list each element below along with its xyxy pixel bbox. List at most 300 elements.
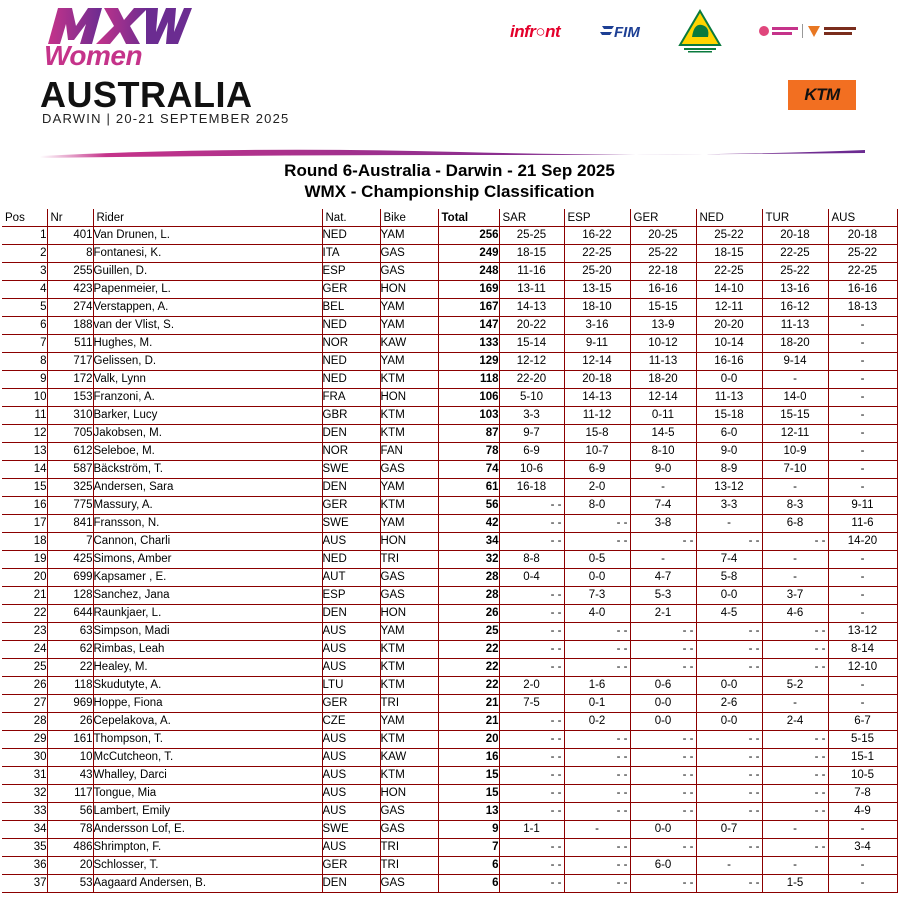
cell-total: 15 <box>438 767 499 785</box>
cell-ger: - - <box>630 875 696 893</box>
cell-nat: GER <box>322 695 380 713</box>
cell-sar: - - <box>499 515 564 533</box>
cell-tur: 5-2 <box>762 677 828 695</box>
cell-esp: - - <box>564 803 630 821</box>
cell-ned: 12-11 <box>696 299 762 317</box>
cell-ned: 2-6 <box>696 695 762 713</box>
table-row <box>2 263 897 281</box>
cell-pos: 3 <box>2 263 47 281</box>
cell-pos: 33 <box>2 803 47 821</box>
cell-pos: 19 <box>2 551 47 569</box>
cell-rider: Aagaard Andersen, B. <box>93 875 322 893</box>
cell-sar: 2-0 <box>499 677 564 695</box>
cell-rider: McCutcheon, T. <box>93 749 322 767</box>
infront-logo: infr○nt <box>510 22 561 41</box>
cell-nat: AUS <box>322 641 380 659</box>
cell-total: 21 <box>438 713 499 731</box>
cell-sar: 9-7 <box>499 425 564 443</box>
cell-tur: 16-12 <box>762 299 828 317</box>
cell-tur: 13-16 <box>762 281 828 299</box>
cell-ger: 13-9 <box>630 317 696 335</box>
cell-rider: Jakobsen, M. <box>93 425 322 443</box>
cell-esp: 4-0 <box>564 605 630 623</box>
cell-nat: ITA <box>322 245 380 263</box>
cell-tur: 22-25 <box>762 245 828 263</box>
cell-aus: - <box>828 551 897 569</box>
cell-tur: - <box>762 821 828 839</box>
cell-pos: 1 <box>2 227 47 245</box>
cell-total: 6 <box>438 857 499 875</box>
cell-nat: DEN <box>322 605 380 623</box>
cell-bike: YAM <box>380 713 438 731</box>
cell-nat: GER <box>322 857 380 875</box>
cell-ned: 6-0 <box>696 425 762 443</box>
cell-total: 169 <box>438 281 499 299</box>
cell-esp: 14-13 <box>564 389 630 407</box>
cell-ned: 20-20 <box>696 317 762 335</box>
cell-pos: 34 <box>2 821 47 839</box>
cell-ger: - - <box>630 785 696 803</box>
cell-nr: 775 <box>47 497 93 515</box>
cell-ned: 4-5 <box>696 605 762 623</box>
cell-bike: KTM <box>380 731 438 749</box>
cell-ger: - - <box>630 731 696 749</box>
cell-aus: - <box>828 479 897 497</box>
cell-ger: 6-0 <box>630 857 696 875</box>
cell-esp: - - <box>564 731 630 749</box>
cell-tur: 3-7 <box>762 587 828 605</box>
cell-tur: - - <box>762 731 828 749</box>
round-title: Round 6-Australia - Darwin - 21 Sep 2025 <box>284 161 615 180</box>
cell-tur: 15-15 <box>762 407 828 425</box>
cell-sar: - - <box>499 713 564 731</box>
cell-aus: - <box>828 569 897 587</box>
cell-bike: GAS <box>380 461 438 479</box>
cell-nat: NOR <box>322 335 380 353</box>
cell-rider: Papenmeier, L. <box>93 281 322 299</box>
cell-bike: KAW <box>380 335 438 353</box>
cell-aus: 8-14 <box>828 641 897 659</box>
cell-esp: - <box>564 821 630 839</box>
cell-nr: 8 <box>47 245 93 263</box>
cell-rider: Tongue, Mia <box>93 785 322 803</box>
cell-bike: FAN <box>380 443 438 461</box>
cell-sar: - - <box>499 803 564 821</box>
cell-sar: 1-1 <box>499 821 564 839</box>
cell-nr: 26 <box>47 713 93 731</box>
cell-aus: 16-16 <box>828 281 897 299</box>
event-header <box>0 0 899 160</box>
cell-sar: - - <box>499 641 564 659</box>
cell-pos: 32 <box>2 785 47 803</box>
cell-tur: - - <box>762 623 828 641</box>
cell-aus: 12-10 <box>828 659 897 677</box>
cell-total: 15 <box>438 785 499 803</box>
cell-rider: Cannon, Charli <box>93 533 322 551</box>
cell-aus: 15-1 <box>828 749 897 767</box>
cell-total: 42 <box>438 515 499 533</box>
cell-aus: - <box>828 425 897 443</box>
cell-nat: NED <box>322 353 380 371</box>
header-nat: Nat. <box>322 209 380 227</box>
cell-total: 9 <box>438 821 499 839</box>
table-row <box>2 443 897 461</box>
cell-nat: AUS <box>322 767 380 785</box>
table-row <box>2 299 897 317</box>
cell-aus: - <box>828 317 897 335</box>
cell-ger: 10-12 <box>630 335 696 353</box>
cell-total: 16 <box>438 749 499 767</box>
cell-ned: - - <box>696 533 762 551</box>
cell-ger: 0-0 <box>630 821 696 839</box>
cell-pos: 15 <box>2 479 47 497</box>
cell-pos: 23 <box>2 623 47 641</box>
cell-aus: 20-18 <box>828 227 897 245</box>
cell-total: 74 <box>438 461 499 479</box>
table-row <box>2 569 897 587</box>
women-logo-text: Women <box>44 40 143 71</box>
cell-tur: 10-9 <box>762 443 828 461</box>
cell-sar: 16-18 <box>499 479 564 497</box>
cell-tur: 25-22 <box>762 263 828 281</box>
cell-esp: 20-18 <box>564 371 630 389</box>
cell-total: 22 <box>438 641 499 659</box>
cell-bike: KTM <box>380 767 438 785</box>
cell-rider: Rimbas, Leah <box>93 641 322 659</box>
fim-logo <box>600 20 646 42</box>
cell-pos: 24 <box>2 641 47 659</box>
cell-nat: GER <box>322 281 380 299</box>
cell-total: 20 <box>438 731 499 749</box>
results-table <box>2 209 898 893</box>
cell-bike: YAM <box>380 299 438 317</box>
cell-sar: - - <box>499 785 564 803</box>
table-header-row <box>2 209 897 227</box>
cell-ger: 0-0 <box>630 695 696 713</box>
cell-total: 22 <box>438 659 499 677</box>
cell-aus: - <box>828 389 897 407</box>
cell-rider: Gelissen, D. <box>93 353 322 371</box>
cell-total: 56 <box>438 497 499 515</box>
cell-rider: Kapsamer , E. <box>93 569 322 587</box>
cell-ned: - - <box>696 767 762 785</box>
cell-esp: - - <box>564 623 630 641</box>
cell-tur: 7-10 <box>762 461 828 479</box>
cell-bike: GAS <box>380 803 438 821</box>
cell-total: 26 <box>438 605 499 623</box>
cell-tur: 9-14 <box>762 353 828 371</box>
cell-total: 21 <box>438 695 499 713</box>
cell-aus: - <box>828 371 897 389</box>
cell-total: 28 <box>438 587 499 605</box>
cell-nat: NOR <box>322 443 380 461</box>
cell-rider: Massury, A. <box>93 497 322 515</box>
cell-sar: - - <box>499 767 564 785</box>
cell-ger: 11-13 <box>630 353 696 371</box>
cell-rider: Guillen, D. <box>93 263 322 281</box>
cell-tur: 6-8 <box>762 515 828 533</box>
cell-nr: 78 <box>47 821 93 839</box>
cell-nat: DEN <box>322 875 380 893</box>
cell-sar: 22-20 <box>499 371 564 389</box>
cell-ger: 20-25 <box>630 227 696 245</box>
cell-esp: 22-25 <box>564 245 630 263</box>
cell-ned: 25-22 <box>696 227 762 245</box>
cell-nr: 188 <box>47 317 93 335</box>
cell-ned: 22-25 <box>696 263 762 281</box>
cell-ger: 25-22 <box>630 245 696 263</box>
table-row <box>2 335 897 353</box>
cell-tur: - <box>762 857 828 875</box>
results-body <box>2 227 897 893</box>
cell-esp: 0-5 <box>564 551 630 569</box>
cell-nat: NED <box>322 317 380 335</box>
cell-rider: Andersen, Sara <box>93 479 322 497</box>
cell-total: 61 <box>438 479 499 497</box>
cell-ned: - <box>696 857 762 875</box>
cell-aus: - <box>828 677 897 695</box>
cell-esp: - - <box>564 785 630 803</box>
cell-rider: Fransson, N. <box>93 515 322 533</box>
cell-rider: Valk, Lynn <box>93 371 322 389</box>
header-total: Total <box>438 209 499 227</box>
cell-bike: GAS <box>380 821 438 839</box>
cell-sar: 13-11 <box>499 281 564 299</box>
cell-ned: - - <box>696 623 762 641</box>
table-row <box>2 587 897 605</box>
cell-aus: - <box>828 353 897 371</box>
cell-pos: 26 <box>2 677 47 695</box>
cell-bike: HON <box>380 785 438 803</box>
cell-ger: 18-20 <box>630 371 696 389</box>
cell-sar: - - <box>499 875 564 893</box>
cell-pos: 11 <box>2 407 47 425</box>
cell-bike: KAW <box>380 749 438 767</box>
cell-nat: CZE <box>322 713 380 731</box>
cell-pos: 35 <box>2 839 47 857</box>
cell-nat: AUS <box>322 839 380 857</box>
cell-sar: - - <box>499 587 564 605</box>
cell-pos: 8 <box>2 353 47 371</box>
cell-tur: 14-0 <box>762 389 828 407</box>
cell-ned: 14-10 <box>696 281 762 299</box>
cell-sar: - - <box>499 857 564 875</box>
cell-pos: 36 <box>2 857 47 875</box>
cell-pos: 25 <box>2 659 47 677</box>
motorcycling-australia-logo <box>678 9 722 54</box>
cell-total: 256 <box>438 227 499 245</box>
cell-ned: - - <box>696 731 762 749</box>
header-round-ger: GER <box>630 209 696 227</box>
header-round-tur: TUR <box>762 209 828 227</box>
cell-nat: AUS <box>322 659 380 677</box>
cell-rider: Fontanesi, K. <box>93 245 322 263</box>
cell-ger: 0-6 <box>630 677 696 695</box>
table-row <box>2 785 897 803</box>
cell-total: 7 <box>438 839 499 857</box>
cell-total: 87 <box>438 425 499 443</box>
cell-nr: 22 <box>47 659 93 677</box>
table-row <box>2 317 897 335</box>
cell-rider: Simons, Amber <box>93 551 322 569</box>
cell-ned: 9-0 <box>696 443 762 461</box>
cell-ned: - - <box>696 803 762 821</box>
cell-sar: 11-16 <box>499 263 564 281</box>
cell-nat: AUS <box>322 749 380 767</box>
cell-esp: - - <box>564 659 630 677</box>
cell-esp: - - <box>564 875 630 893</box>
cell-pos: 21 <box>2 587 47 605</box>
cell-aus: - <box>828 875 897 893</box>
cell-bike: GAS <box>380 875 438 893</box>
cell-nat: GBR <box>322 407 380 425</box>
cell-total: 25 <box>438 623 499 641</box>
cell-nat: NED <box>322 371 380 389</box>
cell-sar: 25-25 <box>499 227 564 245</box>
cell-nr: 128 <box>47 587 93 605</box>
cell-nr: 717 <box>47 353 93 371</box>
cell-bike: HON <box>380 389 438 407</box>
cell-nr: 274 <box>47 299 93 317</box>
cell-nr: 53 <box>47 875 93 893</box>
header-swoosh-line <box>40 146 865 160</box>
cell-sar: - - <box>499 497 564 515</box>
cell-ger: - - <box>630 533 696 551</box>
cell-nr: 511 <box>47 335 93 353</box>
header-pos: Pos <box>2 209 47 227</box>
cell-tur: 8-3 <box>762 497 828 515</box>
cell-tur: - <box>762 569 828 587</box>
cell-esp: - - <box>564 767 630 785</box>
cell-pos: 6 <box>2 317 47 335</box>
table-row <box>2 659 897 677</box>
table-row <box>2 389 897 407</box>
cell-pos: 16 <box>2 497 47 515</box>
cell-sar: 3-3 <box>499 407 564 425</box>
cell-ger: 14-5 <box>630 425 696 443</box>
cell-rider: Simpson, Madi <box>93 623 322 641</box>
cell-nr: 587 <box>47 461 93 479</box>
cell-ned: 16-16 <box>696 353 762 371</box>
cell-ger: 2-1 <box>630 605 696 623</box>
cell-ger: - - <box>630 749 696 767</box>
cell-ned: 7-4 <box>696 551 762 569</box>
cell-aus: 5-15 <box>828 731 897 749</box>
cell-bike: TRI <box>380 839 438 857</box>
cell-nr: 841 <box>47 515 93 533</box>
table-row <box>2 281 897 299</box>
cell-sar: - - <box>499 659 564 677</box>
table-row <box>2 731 897 749</box>
cell-aus: - <box>828 857 897 875</box>
cell-nr: 43 <box>47 767 93 785</box>
header-round-esp: ESP <box>564 209 630 227</box>
cell-tur: - - <box>762 767 828 785</box>
cell-rider: Whalley, Darci <box>93 767 322 785</box>
cell-rider: van der Vlist, S. <box>93 317 322 335</box>
cell-bike: KTM <box>380 425 438 443</box>
cell-ned: 8-9 <box>696 461 762 479</box>
cell-esp: 12-14 <box>564 353 630 371</box>
cell-total: 248 <box>438 263 499 281</box>
header-rider: Rider <box>93 209 322 227</box>
cell-total: 103 <box>438 407 499 425</box>
cell-nat: NED <box>322 227 380 245</box>
cell-esp: 16-22 <box>564 227 630 245</box>
cell-nr: 56 <box>47 803 93 821</box>
cell-esp: 13-15 <box>564 281 630 299</box>
cell-pos: 4 <box>2 281 47 299</box>
header-round-aus: AUS <box>828 209 897 227</box>
table-row <box>2 839 897 857</box>
cell-ned: 0-0 <box>696 677 762 695</box>
table-row <box>2 479 897 497</box>
cell-ned: - - <box>696 641 762 659</box>
cell-ger: 16-16 <box>630 281 696 299</box>
table-row <box>2 227 897 245</box>
cell-total: 13 <box>438 803 499 821</box>
cell-pos: 17 <box>2 515 47 533</box>
cell-rider: Sanchez, Jana <box>93 587 322 605</box>
cell-rider: Bäckström, T. <box>93 461 322 479</box>
cell-bike: KTM <box>380 659 438 677</box>
table-row <box>2 641 897 659</box>
cell-bike: KTM <box>380 677 438 695</box>
cell-nat: SWE <box>322 821 380 839</box>
cell-aus: - <box>828 335 897 353</box>
cell-bike: KTM <box>380 371 438 389</box>
cell-ger: - - <box>630 839 696 857</box>
cell-rider: Hoppe, Fiona <box>93 695 322 713</box>
cell-tur: 20-18 <box>762 227 828 245</box>
cell-nr: 969 <box>47 695 93 713</box>
cell-sar: 5-10 <box>499 389 564 407</box>
table-row <box>2 677 897 695</box>
table-row <box>2 803 897 821</box>
cell-tur: - - <box>762 659 828 677</box>
cell-nat: ESP <box>322 587 380 605</box>
cell-total: 147 <box>438 317 499 335</box>
cell-ger: - - <box>630 803 696 821</box>
cell-ger: - - <box>630 623 696 641</box>
table-row <box>2 461 897 479</box>
cell-rider: Raunkjaer, L. <box>93 605 322 623</box>
cell-sar: - - <box>499 749 564 767</box>
table-row <box>2 821 897 839</box>
cell-nat: SWE <box>322 461 380 479</box>
cell-bike: KTM <box>380 407 438 425</box>
cell-nr: 153 <box>47 389 93 407</box>
cell-sar: 10-6 <box>499 461 564 479</box>
cell-nr: 161 <box>47 731 93 749</box>
header-round-sar: SAR <box>499 209 564 227</box>
cell-esp: 0-2 <box>564 713 630 731</box>
cell-aus: - <box>828 695 897 713</box>
table-row <box>2 875 897 893</box>
cell-nat: LTU <box>322 677 380 695</box>
cell-esp: 6-9 <box>564 461 630 479</box>
cell-sar: 8-8 <box>499 551 564 569</box>
cell-bike: HON <box>380 605 438 623</box>
cell-rider: Schlosser, T. <box>93 857 322 875</box>
cell-rider: Van Drunen, L. <box>93 227 322 245</box>
table-row <box>2 515 897 533</box>
cell-ned: 18-15 <box>696 245 762 263</box>
cell-total: 78 <box>438 443 499 461</box>
cell-bike: KTM <box>380 641 438 659</box>
cell-tur: 1-5 <box>762 875 828 893</box>
cell-esp: 2-0 <box>564 479 630 497</box>
